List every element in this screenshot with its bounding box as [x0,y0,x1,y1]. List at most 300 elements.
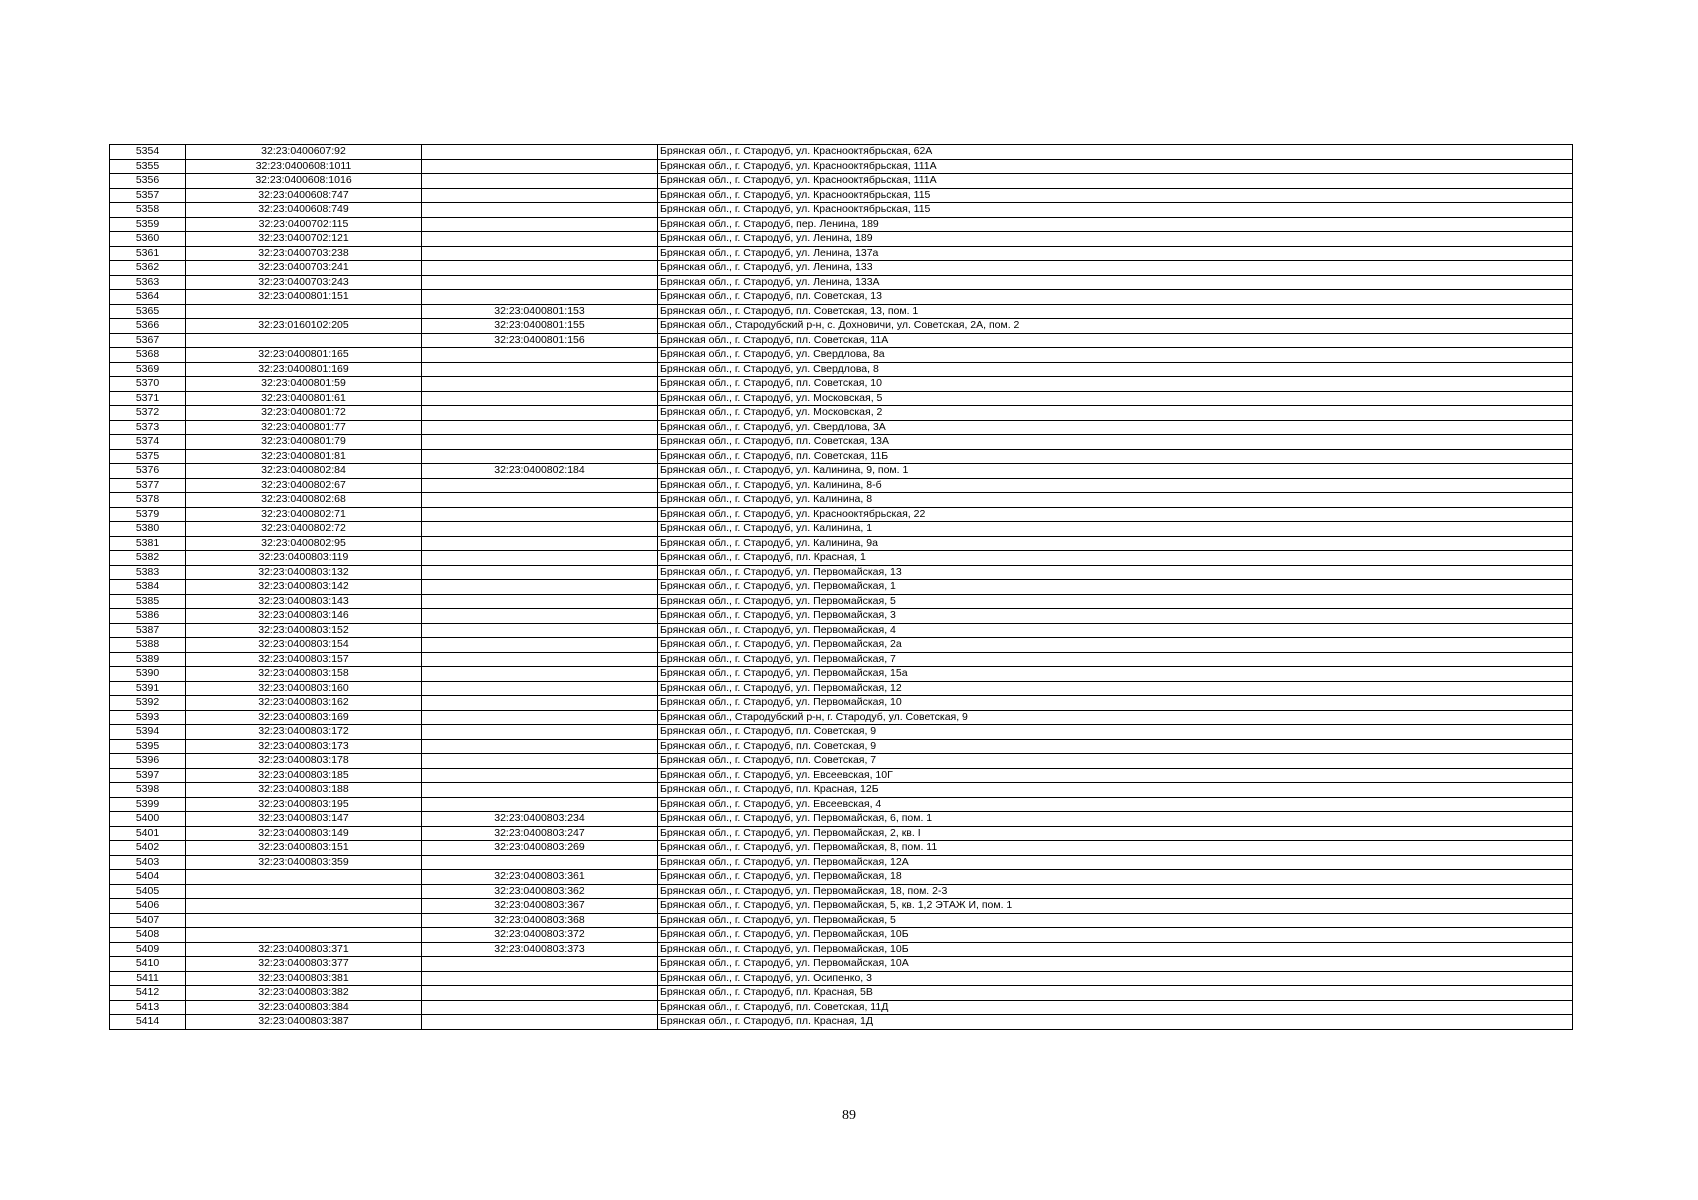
address-cell: Брянская обл., г. Стародуб, пл. Советская, 10 [658,377,1573,392]
cadastral-number-cell: 32:23:0400801:79 [186,435,422,450]
cadastral-number-cell: 32:23:0400702:121 [186,232,422,247]
row-number-cell: 5375 [110,449,186,464]
row-number-cell: 5361 [110,246,186,261]
address-cell: Брянская обл., г. Стародуб, ул. Ленина, 133 [658,261,1573,276]
address-cell: Брянская обл., г. Стародуб, ул. Первомайская, 4 [658,623,1573,638]
address-cell: Брянская обл., г. Стародуб, ул. Первомайская, 1 [658,580,1573,595]
premises-number-cell [422,522,658,537]
table-row [110,464,1573,479]
address-cell: Брянская обл., г. Стародуб, ул. Краснооктябрьская, 111А [658,159,1573,174]
address-cell: Брянская обл., г. Стародуб, ул. Ленина, 137а [658,246,1573,261]
address-cell: Брянская обл., г. Стародуб, пер. Ленина, 189 [658,217,1573,232]
cadastral-number-cell: 32:23:0400803:157 [186,652,422,667]
cadastral-number-cell: 32:23:0400703:238 [186,246,422,261]
cadastral-number-cell: 32:23:0400801:169 [186,362,422,377]
address-cell: Брянская обл., г. Стародуб, пл. Советская, 13 [658,290,1573,305]
table-row [110,826,1573,841]
row-number-cell: 5392 [110,696,186,711]
row-number-cell: 5380 [110,522,186,537]
premises-number-cell: 32:23:0400803:247 [422,826,658,841]
cadastral-number-cell: 32:23:0400803:160 [186,681,422,696]
cadastral-number-cell: 32:23:0400801:77 [186,420,422,435]
premises-number-cell [422,362,658,377]
premises-number-cell [422,855,658,870]
address-cell: Брянская обл., г. Стародуб, ул. Калинина, 9а [658,536,1573,551]
cadastral-number-cell: 32:23:0400803:359 [186,855,422,870]
table-row [110,290,1573,305]
cadastral-number-cell [186,304,422,319]
premises-number-cell [422,957,658,972]
cadastral-number-cell [186,870,422,885]
premises-number-cell: 32:23:0400803:361 [422,870,658,885]
row-number-cell: 5388 [110,638,186,653]
cadastral-number-cell: 32:23:0400803:169 [186,710,422,725]
table-row [110,319,1573,334]
premises-number-cell [422,580,658,595]
table-row [110,551,1573,566]
address-cell: Брянская обл., г. Стародуб, ул. Евсеевская, 4 [658,797,1573,812]
cadastral-number-cell: 32:23:0400801:72 [186,406,422,421]
premises-number-cell [422,725,658,740]
table-row [110,478,1573,493]
table-row [110,754,1573,769]
cadastral-number-cell: 32:23:0400801:81 [186,449,422,464]
table-row [110,348,1573,363]
cadastral-number-cell: 32:23:0400803:146 [186,609,422,624]
row-number-cell: 5385 [110,594,186,609]
row-number-cell: 5377 [110,478,186,493]
cadastral-number-cell: 32:23:0400803:387 [186,1015,422,1030]
row-number-cell: 5382 [110,551,186,566]
address-cell: Брянская обл., г. Стародуб, ул. Первомайская, 8, пом. 11 [658,841,1573,856]
premises-number-cell [422,768,658,783]
cadastral-number-cell: 32:23:0400803:142 [186,580,422,595]
row-number-cell: 5407 [110,913,186,928]
cadastral-number-cell: 32:23:0400803:377 [186,957,422,972]
cadastral-number-cell: 32:23:0400803:188 [186,783,422,798]
table-row [110,971,1573,986]
row-number-cell: 5369 [110,362,186,377]
cadastral-number-cell [186,928,422,943]
premises-number-cell [422,551,658,566]
row-number-cell: 5404 [110,870,186,885]
row-number-cell: 5390 [110,667,186,682]
table-row [110,870,1573,885]
table-row [110,855,1573,870]
table-row [110,913,1573,928]
premises-number-cell [422,754,658,769]
premises-number-cell [422,797,658,812]
address-cell: Брянская обл., г. Стародуб, ул. Первомайская, 10Б [658,942,1573,957]
cadastral-number-cell: 32:23:0400803:151 [186,841,422,856]
table-row [110,333,1573,348]
cadastral-number-cell: 32:23:0400801:61 [186,391,422,406]
premises-number-cell [422,275,658,290]
address-cell: Брянская обл., г. Стародуб, ул. Краснооктябрьская, 111А [658,174,1573,189]
cadastral-number-cell: 32:23:0400703:243 [186,275,422,290]
cadastral-number-cell: 32:23:0400803:132 [186,565,422,580]
row-number-cell: 5368 [110,348,186,363]
table-row [110,377,1573,392]
premises-number-cell [422,971,658,986]
premises-number-cell [422,986,658,1001]
cadastral-number-cell: 32:23:0400607:92 [186,145,422,160]
cadastral-number-cell: 32:23:0400803:172 [186,725,422,740]
table-row [110,768,1573,783]
row-number-cell: 5364 [110,290,186,305]
cadastral-number-cell: 32:23:0400802:84 [186,464,422,479]
address-cell: Брянская обл., г. Стародуб, ул. Ленина, 189 [658,232,1573,247]
row-number-cell: 5381 [110,536,186,551]
premises-number-cell [422,536,658,551]
row-number-cell: 5398 [110,783,186,798]
row-number-cell: 5371 [110,391,186,406]
address-cell: Брянская обл., г. Стародуб, ул. Краснооктябрьская, 62А [658,145,1573,160]
table-row [110,725,1573,740]
address-cell: Брянская обл., г. Стародуб, ул. Московская, 2 [658,406,1573,421]
premises-number-cell [422,783,658,798]
row-number-cell: 5367 [110,333,186,348]
row-number-cell: 5354 [110,145,186,160]
table-row [110,884,1573,899]
premises-number-cell [422,203,658,218]
table-row [110,435,1573,450]
address-cell: Брянская обл., г. Стародуб, пл. Красная, 12Б [658,783,1573,798]
address-cell: Брянская обл., г. Стародуб, ул. Краснооктябрьская, 115 [658,203,1573,218]
cadastral-number-cell: 32:23:0400801:165 [186,348,422,363]
table-row [110,1000,1573,1015]
cadastral-number-cell: 32:23:0400803:162 [186,696,422,711]
premises-number-cell [422,739,658,754]
premises-number-cell [422,159,658,174]
registry-table [109,144,1573,1030]
row-number-cell: 5366 [110,319,186,334]
premises-number-cell [422,348,658,363]
premises-number-cell [422,261,658,276]
premises-number-cell [422,681,658,696]
table-row [110,739,1573,754]
cadastral-number-cell: 32:23:0400803:158 [186,667,422,682]
table-row [110,145,1573,160]
cadastral-number-cell: 32:23:0400803:119 [186,551,422,566]
cadastral-number-cell: 32:23:0400703:241 [186,261,422,276]
address-cell: Брянская обл., г. Стародуб, ул. Первомайская, 10 [658,696,1573,711]
address-cell: Брянская обл., г. Стародуб, ул. Первомайская, 2, кв. I [658,826,1573,841]
row-number-cell: 5391 [110,681,186,696]
address-cell: Брянская обл., г. Стародуб, пл. Советская, 7 [658,754,1573,769]
cadastral-number-cell: 32:23:0400803:149 [186,826,422,841]
premises-number-cell [422,449,658,464]
address-cell: Брянская обл., Стародубский р-н, г. Стародуб, ул. Советская, 9 [658,710,1573,725]
table-row [110,783,1573,798]
premises-number-cell [422,217,658,232]
row-number-cell: 5363 [110,275,186,290]
premises-number-cell [422,406,658,421]
address-cell: Брянская обл., г. Стародуб, ул. Свердлова, 8 [658,362,1573,377]
premises-number-cell: 32:23:0400803:373 [422,942,658,957]
row-number-cell: 5397 [110,768,186,783]
table-row [110,957,1573,972]
premises-number-cell: 32:23:0400801:153 [422,304,658,319]
cadastral-number-cell: 32:23:0400802:71 [186,507,422,522]
premises-number-cell [422,1015,658,1030]
premises-number-cell [422,435,658,450]
cadastral-number-cell: 32:23:0400801:59 [186,377,422,392]
cadastral-number-cell: 32:23:0400801:151 [186,290,422,305]
cadastral-number-cell: 32:23:0400608:749 [186,203,422,218]
row-number-cell: 5410 [110,957,186,972]
premises-number-cell [422,638,658,653]
table-row [110,522,1573,537]
cadastral-number-cell [186,899,422,914]
address-cell: Брянская обл., г. Стародуб, ул. Свердлова, 3А [658,420,1573,435]
row-number-cell: 5412 [110,986,186,1001]
table-row [110,942,1573,957]
premises-number-cell [422,652,658,667]
table-row [110,536,1573,551]
cadastral-number-cell: 32:23:0400608:1011 [186,159,422,174]
premises-number-cell [422,232,658,247]
cadastral-number-cell: 32:23:0400608:1016 [186,174,422,189]
row-number-cell: 5405 [110,884,186,899]
cadastral-number-cell: 32:23:0400802:72 [186,522,422,537]
row-number-cell: 5379 [110,507,186,522]
address-cell: Брянская обл., г. Стародуб, ул. Первомайская, 7 [658,652,1573,667]
premises-number-cell [422,188,658,203]
cadastral-number-cell: 32:23:0400803:178 [186,754,422,769]
row-number-cell: 5396 [110,754,186,769]
address-cell: Брянская обл., г. Стародуб, ул. Осипенко, 3 [658,971,1573,986]
premises-number-cell [422,493,658,508]
cadastral-number-cell [186,884,422,899]
table-row [110,493,1573,508]
address-cell: Брянская обл., г. Стародуб, ул. Евсеевская, 10Г [658,768,1573,783]
table-row [110,609,1573,624]
row-number-cell: 5386 [110,609,186,624]
table-row [110,797,1573,812]
address-cell: Брянская обл., г. Стародуб, ул. Первомайская, 6, пом. 1 [658,812,1573,827]
premises-number-cell: 32:23:0400801:156 [422,333,658,348]
cadastral-number-cell [186,333,422,348]
address-cell: Брянская обл., г. Стародуб, ул. Первомайская, 13 [658,565,1573,580]
row-number-cell: 5393 [110,710,186,725]
table-row [110,652,1573,667]
address-cell: Брянская обл., г. Стародуб, ул. Первомайская, 5 [658,913,1573,928]
table-row [110,232,1573,247]
row-number-cell: 5358 [110,203,186,218]
premises-number-cell: 32:23:0400803:368 [422,913,658,928]
table-row [110,507,1573,522]
row-number-cell: 5389 [110,652,186,667]
address-cell: Брянская обл., г. Стародуб, ул. Первомайская, 18, пом. 2-3 [658,884,1573,899]
table-row [110,449,1573,464]
address-cell: Брянская обл., г. Стародуб, пл. Красная, 5В [658,986,1573,1001]
table-row [110,710,1573,725]
table-row [110,174,1573,189]
table-row [110,696,1573,711]
premises-number-cell [422,478,658,493]
table-row [110,159,1573,174]
premises-number-cell [422,391,658,406]
table-row [110,812,1573,827]
address-cell: Брянская обл., г. Стародуб, ул. Калинина, 8-б [658,478,1573,493]
address-cell: Брянская обл., г. Стародуб, ул. Первомайская, 5, кв. 1,2 ЭТАЖ И, пом. 1 [658,899,1573,914]
cadastral-number-cell: 32:23:0400803:384 [186,1000,422,1015]
page-number: 89 [842,1108,856,1123]
address-cell: Брянская обл., г. Стародуб, пл. Советская, 11Б [658,449,1573,464]
table-row [110,1015,1573,1030]
address-cell: Брянская обл., г. Стародуб, пл. Советская, 9 [658,739,1573,754]
address-cell: Брянская обл., г. Стародуб, ул. Первомайская, 10А [658,957,1573,972]
table-row [110,188,1573,203]
address-cell: Брянская обл., г. Стародуб, ул. Первомайская, 3 [658,609,1573,624]
row-number-cell: 5383 [110,565,186,580]
row-number-cell: 5406 [110,899,186,914]
row-number-cell: 5399 [110,797,186,812]
address-cell: Брянская обл., г. Стародуб, ул. Краснооктябрьская, 115 [658,188,1573,203]
cadastral-number-cell: 32:23:0400803:185 [186,768,422,783]
table-row [110,406,1573,421]
premises-number-cell: 32:23:0400801:155 [422,319,658,334]
table-row [110,261,1573,276]
row-number-cell: 5387 [110,623,186,638]
row-number-cell: 5394 [110,725,186,740]
address-cell: Брянская обл., г. Стародуб, пл. Советская, 9 [658,725,1573,740]
address-cell: Брянская обл., г. Стародуб, ул. Первомайская, 5 [658,594,1573,609]
row-number-cell: 5395 [110,739,186,754]
address-cell: Брянская обл., г. Стародуб, пл. Советская, 11А [658,333,1573,348]
premises-number-cell [422,377,658,392]
premises-number-cell [422,623,658,638]
address-cell: Брянская обл., г. Стародуб, ул. Первомайская, 12А [658,855,1573,870]
premises-number-cell [422,174,658,189]
premises-number-cell [422,609,658,624]
table-row [110,304,1573,319]
table-row [110,420,1573,435]
cadastral-number-cell: 32:23:0400803:381 [186,971,422,986]
table-row [110,246,1573,261]
row-number-cell: 5355 [110,159,186,174]
row-number-cell: 5402 [110,841,186,856]
table-row [110,362,1573,377]
cadastral-number-cell: 32:23:0400803:147 [186,812,422,827]
row-number-cell: 5359 [110,217,186,232]
address-cell: Брянская обл., Стародубский р-н, с. Дохновичи, ул. Советская, 2А, пом. 2 [658,319,1573,334]
table-row [110,580,1573,595]
cadastral-number-cell: 32:23:0400803:382 [186,986,422,1001]
row-number-cell: 5378 [110,493,186,508]
premises-number-cell [422,507,658,522]
table-row [110,899,1573,914]
row-number-cell: 5376 [110,464,186,479]
address-cell: Брянская обл., г. Стародуб, пл. Советская, 13, пом. 1 [658,304,1573,319]
table-row [110,928,1573,943]
row-number-cell: 5360 [110,232,186,247]
cadastral-number-cell: 32:23:0400803:173 [186,739,422,754]
address-cell: Брянская обл., г. Стародуб, ул. Калинина, 1 [658,522,1573,537]
row-number-cell: 5384 [110,580,186,595]
premises-number-cell: 32:23:0400803:362 [422,884,658,899]
cadastral-number-cell: 32:23:0400803:371 [186,942,422,957]
row-number-cell: 5411 [110,971,186,986]
address-cell: Брянская обл., г. Стародуб, ул. Московская, 5 [658,391,1573,406]
table-row [110,667,1573,682]
registry-table-body [110,145,1573,1030]
address-cell: Брянская обл., г. Стародуб, пл. Красная, 1Д [658,1015,1573,1030]
address-cell: Брянская обл., г. Стародуб, ул. Первомайская, 10Б [658,928,1573,943]
cadastral-number-cell: 32:23:0400803:195 [186,797,422,812]
premises-number-cell: 32:23:0400803:367 [422,899,658,914]
row-number-cell: 5413 [110,1000,186,1015]
table-row [110,203,1573,218]
address-cell: Брянская обл., г. Стародуб, ул. Ленина, 133А [658,275,1573,290]
address-cell: Брянская обл., г. Стародуб, ул. Свердлова, 8а [658,348,1573,363]
premises-number-cell: 32:23:0400803:372 [422,928,658,943]
address-cell: Брянская обл., г. Стародуб, пл. Красная, 1 [658,551,1573,566]
premises-number-cell: 32:23:0400802:184 [422,464,658,479]
row-number-cell: 5403 [110,855,186,870]
table-row [110,217,1573,232]
table-row [110,391,1573,406]
row-number-cell: 5414 [110,1015,186,1030]
row-number-cell: 5409 [110,942,186,957]
premises-number-cell [422,594,658,609]
address-cell: Брянская обл., г. Стародуб, ул. Первомайская, 2а [658,638,1573,653]
premises-number-cell [422,667,658,682]
row-number-cell: 5356 [110,174,186,189]
premises-number-cell [422,1000,658,1015]
cadastral-number-cell [186,913,422,928]
premises-number-cell [422,696,658,711]
cadastral-number-cell: 32:23:0400702:115 [186,217,422,232]
premises-number-cell [422,246,658,261]
premises-number-cell: 32:23:0400803:234 [422,812,658,827]
premises-number-cell [422,145,658,160]
row-number-cell: 5365 [110,304,186,319]
premises-number-cell [422,290,658,305]
cadastral-number-cell: 32:23:0400608:747 [186,188,422,203]
row-number-cell: 5357 [110,188,186,203]
row-number-cell: 5372 [110,406,186,421]
address-cell: Брянская обл., г. Стародуб, ул. Краснооктябрьская, 22 [658,507,1573,522]
table-row [110,681,1573,696]
table-row [110,841,1573,856]
cadastral-number-cell: 32:23:0400802:95 [186,536,422,551]
table-row [110,623,1573,638]
cadastral-number-cell: 32:23:0160102:205 [186,319,422,334]
row-number-cell: 5401 [110,826,186,841]
table-row [110,565,1573,580]
address-cell: Брянская обл., г. Стародуб, ул. Первомайская, 15а [658,667,1573,682]
table-row [110,594,1573,609]
table-row [110,638,1573,653]
premises-number-cell [422,565,658,580]
cadastral-number-cell: 32:23:0400802:68 [186,493,422,508]
table-row [110,275,1573,290]
row-number-cell: 5374 [110,435,186,450]
premises-number-cell [422,420,658,435]
table-row [110,986,1573,1001]
premises-number-cell [422,710,658,725]
row-number-cell: 5373 [110,420,186,435]
cadastral-number-cell: 32:23:0400802:67 [186,478,422,493]
cadastral-number-cell: 32:23:0400803:152 [186,623,422,638]
row-number-cell: 5408 [110,928,186,943]
row-number-cell: 5362 [110,261,186,276]
address-cell: Брянская обл., г. Стародуб, пл. Советская, 11Д [658,1000,1573,1015]
address-cell: Брянская обл., г. Стародуб, ул. Калинина, 9, пом. 1 [658,464,1573,479]
row-number-cell: 5400 [110,812,186,827]
